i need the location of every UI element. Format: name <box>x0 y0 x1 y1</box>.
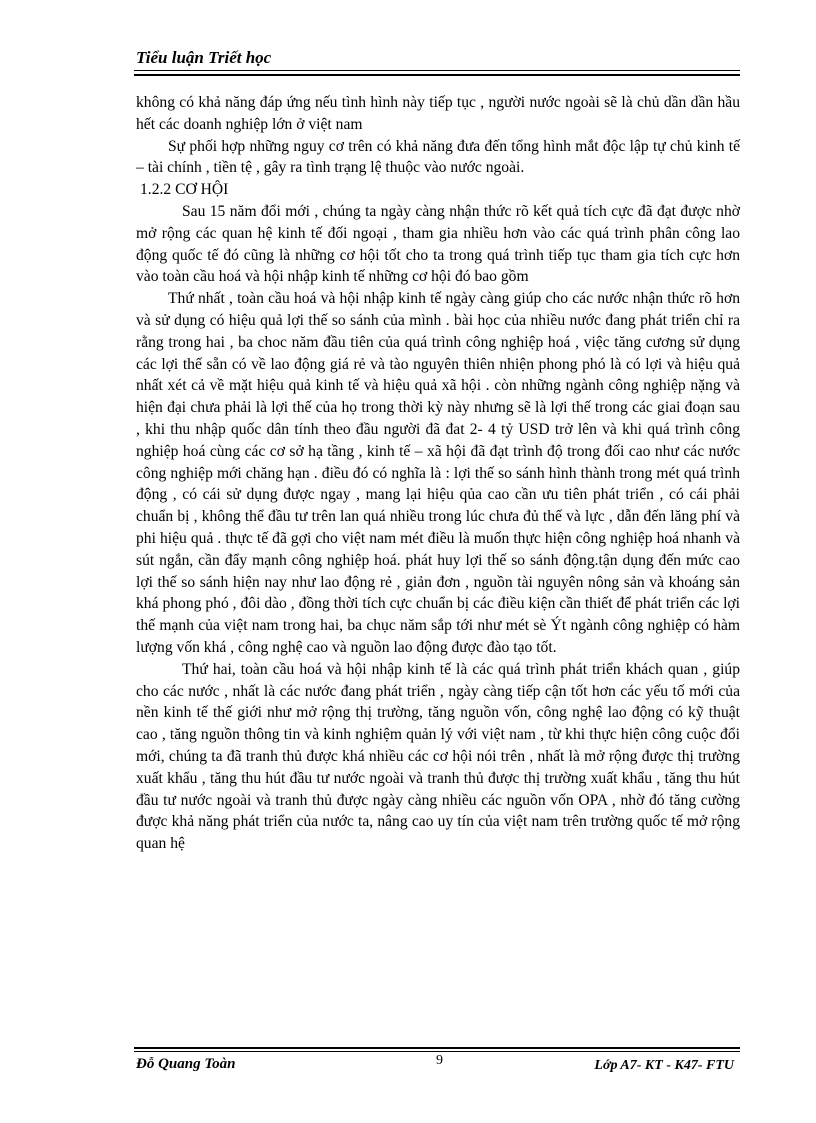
footer-rule-bottom <box>134 1051 740 1052</box>
paragraph-continuation: không có khả năng đáp ứng nếu tình hình này tiếp tục , người nước ngoài sẽ là chủ dần dần hầu hết các doanh nghiệp lớn ở việt nam <box>136 94 740 133</box>
header-title: Tiểu luận Triết học <box>136 48 272 67</box>
paragraph-second-opportunity: Thứ hai, toàn cầu hoá và hội nhập kinh tế là các quá trình phát triển khách quan , giúp cho các nước , nhất là các nước đang phát triển , ngày càng tiếp cận tốt hơn các yếu tố mới của nền kinh tế thế giới như mở rộng thị trường, tăng nguồn vốn, công nghệ lao động có kỹ thuật cao , tăng nguồn thông tin và kinh nghiệm quản lý với việt nam , từ khi thực hiện công cuộc đổi mới, chúng ta đã tranh thủ được khá nhiều các cơ hội nói trên , nhất là mở rộng được thị trường xuất khẩu , tăng thu hút đầu tư nước ngoài và tranh thủ được thị trường xuất khẩu , tăng thu hút đầu tư nước ngoài và tranh thủ được ngày càng nhiều các nguồn vốn OPA , nhờ đó tăng cường được khả năng phát triển của nước ta, nâng cao uy tín của việt nam trên trường quốc tế mở rộng quan hệ <box>136 660 740 853</box>
footer-rule-top <box>134 1047 740 1049</box>
paragraph-risk-summary: Sự phối hợp những nguy cơ trên có khả năng đưa đến tổng hình mắt độc lập tự chủ kinh tế – tài chính , tiền tệ , gây ra tình trạng lệ thuộc vào nước ngoài. <box>136 137 740 177</box>
header-rule-top <box>134 70 740 71</box>
paragraph-opportunity-intro: Sau 15 năm đổi mới , chúng ta ngày càng nhận thức rõ kết quả tích cực đã đạt được nhờ mở rộng các quan hệ kinh tế đối ngoại , tham gia nhiều hơn vào các quá trình phân công lao động quốc tế đó cũng là những cơ hội tốt cho ta trong quá trình tiếp tục tham gia tích cực hơn vào toàn cầu hoá và hội nhập kinh tế những cơ hội đó bao gồm <box>136 202 740 286</box>
paragraph-first-opportunity: Thứ nhất , toàn cầu hoá và hội nhập kinh tế ngày càng giúp cho các nước nhận thức rõ hơn và sử dụng có hiệu quả lợi thế so sánh của mình . bài học của nhiều nước đang phát triển chỉ ra rằng trong hai , ba choc năm đầu tiên của quá trình công nghiệp hoá , việc tăng cương sử dụng các lợi thế sẵn có về lao động giá rẻ và tào nguyên thiên nhiện phong phó là có lợi và hiệu quả nhất xét cả về mặt hiệu quả kinh tế và hiệu quả xã hội . còn những ngành công nghiệp nặng và hiện đại chưa phải là lợi thế của họ trong thời kỳ này nhưng sẽ là lợi thế trong các giai đoạn sau , khi thu nhập quốc dân tính theo đầu người đã đat 2- 4 tỷ USD trở lên và khi quá trình công nghiệp hoá cùng các cơ sở hạ tầng , kinh tế – xã hội đã đạt trình độ trong đối cao như các nước công nghiệp mới chăng hạn . điều đó có nghĩa là : lợi thế so sánh hình thành trong mét quá trình động , có cái sử dụng được ngay , mang lại hiệu qủa cao cần ưu tiên phát triển , có cái phải chuẩn bị , không thể đầu tư trên lan quá nhiều trong lúc chưa đủ thế và lực , dẫn đến lăng phí và phi hiệu quả . thực tế đã gợi cho việt nam mét điều là muốn thực hiện công nghiệp hoá nhanh và sút ngắn, cần đẩy mạnh công nghiệp hoá. phát huy lợi thế so sánh động.tận dụng đến mức cao lợi thế so sánh hiện nay như lao động rẻ , giản đơn , nguồn tài nguyên nông sản và khoáng sản khá phong phó , đôi dào , đồng thời tích cực chuẩn bị các điều kiện cần thiết để phát triển các lợi thế mạnh của việt nam trong hai, ba chục năm sắp tới như mét sè Ýt ngành công nghiệp có hàm lượng vốn khá , công nghệ cao và nguồn lao động được đào tạo tốt. <box>136 290 740 656</box>
header-rule-bottom <box>134 74 740 76</box>
body-text <box>136 92 740 855</box>
section-heading: 1.2.2 CƠ HỘI <box>140 181 229 199</box>
footer-author: Đỗ Quang Toàn <box>136 1056 236 1072</box>
footer-class-info: Lớp A7- KT - K47- FTU <box>594 1058 734 1073</box>
page-number: 9 <box>436 1053 443 1068</box>
